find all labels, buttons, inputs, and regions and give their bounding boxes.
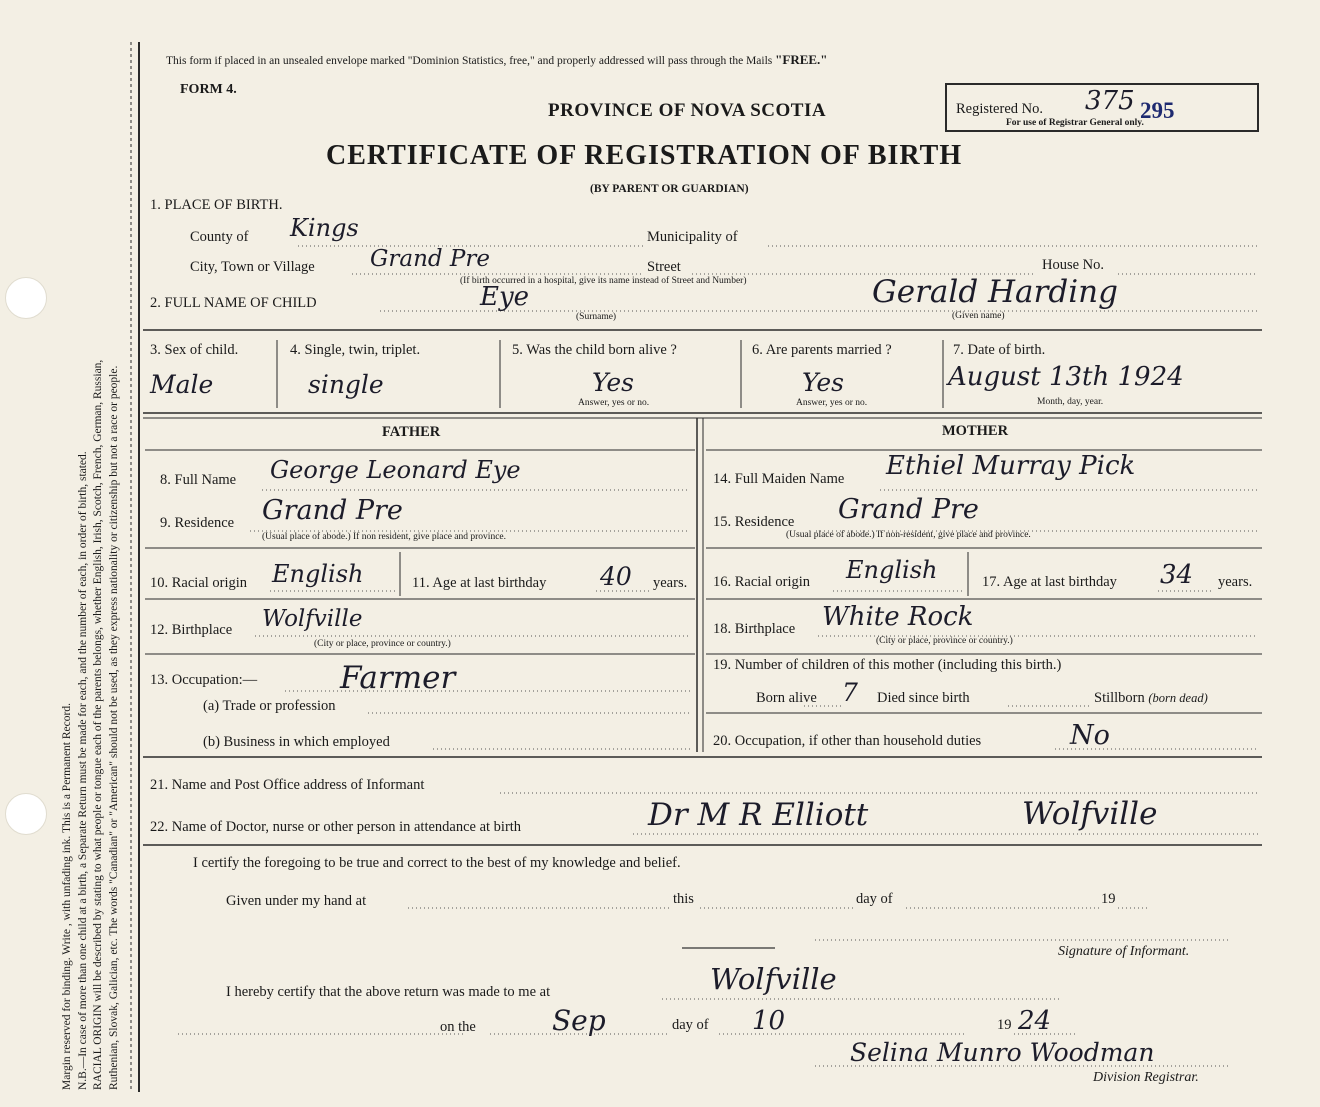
father-racial-origin-label: 10. Racial origin xyxy=(150,575,248,591)
mother-name-value: Ethiel Murray Pick xyxy=(886,451,1136,481)
mother-birthplace-label: 18. Birthplace xyxy=(713,621,796,637)
margin-note-2: N.B.—In case of more than one child at a birth, a Separate Return must be made for each, and the number of each, in order of birth, stated. xyxy=(76,451,89,1090)
certify-statement: I certify the foregoing to be true and correct to the best of my knowledge and belief. xyxy=(193,855,681,871)
date-of-birth-value: August 13th 1924 xyxy=(948,362,1184,392)
mail-notice xyxy=(166,52,828,68)
day-of-label: day of xyxy=(856,891,893,907)
doctor-name-value: Dr M R Elliott xyxy=(648,797,869,833)
father-racial-origin-value: English xyxy=(272,560,364,588)
this-label: this xyxy=(673,891,694,907)
born-alive-question-label: 5. Was the child born alive ? xyxy=(512,342,677,358)
mother-age-value: 34 xyxy=(1160,560,1194,590)
return-year-prefix: 19 xyxy=(997,1017,1012,1033)
mother-residence-label: 15. Residence xyxy=(713,514,795,530)
stillborn-text: Stillborn xyxy=(1094,690,1145,706)
signature-of-informant-label: Signature of Informant. xyxy=(1058,944,1190,959)
municipality-label: Municipality of xyxy=(647,229,738,245)
margin-note-4: Ruthenian, Slovak, Galician, etc. The words "Canadian" or "American" should not be used, as they express nationality or citizenship but not a race or people. xyxy=(107,365,120,1090)
parents-married-note: Answer, yes or no. xyxy=(796,398,868,408)
father-residence-value: Grand Pre xyxy=(262,495,403,526)
certificate-subtitle: (BY PARENT OR GUARDIAN) xyxy=(590,183,749,195)
return-year-value: 24 xyxy=(1018,1006,1052,1036)
mail-notice-text: This form if placed in an unsealed envelope marked "Dominion Statistics, free," and properly addressed will pass through the Mails xyxy=(166,55,776,67)
mother-occupation-label: 20. Occupation, if other than household duties xyxy=(713,733,982,749)
date-of-birth-label: 7. Date of birth. xyxy=(953,342,1046,358)
mother-residence-note: (Usual place of abode.) If non-resident, give place and province. xyxy=(786,530,1031,540)
father-heading: FATHER xyxy=(382,424,441,440)
father-age-years: years. xyxy=(653,575,688,591)
mail-notice-free: "FREE." xyxy=(775,52,828,67)
margin-note-1: Margin reserved for binding. Write , with unfading ink. This is a Permanent Record. xyxy=(61,703,73,1090)
father-age-label: 11. Age at last birthday xyxy=(412,575,547,591)
mother-age-label: 17. Age at last birthday xyxy=(982,574,1117,590)
street-label: Street xyxy=(647,259,681,275)
parents-married-answer: Yes xyxy=(802,368,844,397)
plurality-label: 4. Single, twin, triplet. xyxy=(290,342,421,358)
place-of-birth-heading: 1. PLACE OF BIRTH. xyxy=(150,197,283,213)
form-number: FORM 4. xyxy=(180,82,237,97)
mother-residence-value: Grand Pre xyxy=(838,494,979,525)
stillborn-label xyxy=(1094,690,1208,707)
registered-no-handwritten: 375 xyxy=(1085,86,1135,116)
father-birthplace-label: 12. Birthplace xyxy=(150,622,233,638)
sex-label: 3. Sex of child. xyxy=(150,342,239,358)
child-given-name: Gerald Harding xyxy=(872,274,1118,310)
stillborn-note: (born dead) xyxy=(1148,691,1208,705)
father-name-label: 8. Full Name xyxy=(160,472,237,488)
informant-label: 21. Name and Post Office address of Informant xyxy=(150,777,425,793)
day-of-label-2: day of xyxy=(672,1017,709,1033)
business-label: (b) Business in which employed xyxy=(203,734,390,750)
children-count-label: 19. Number of children of this mother (including this birth.) xyxy=(713,657,1062,673)
surname-note: (Surname) xyxy=(576,312,617,322)
occupation-label: 13. Occupation:— xyxy=(150,672,258,688)
born-alive-count-label: Born alive xyxy=(756,690,817,706)
child-name-label: 2. FULL NAME OF CHILD xyxy=(150,295,317,311)
parents-married-label: 6. Are parents married ? xyxy=(752,342,892,358)
division-registrar-label: Division Registrar. xyxy=(1093,1070,1199,1085)
given-under-hand-label: Given under my hand at xyxy=(226,893,367,909)
return-month-value: 10 xyxy=(752,1006,786,1036)
house-no-label: House No. xyxy=(1042,257,1105,273)
mother-age-years: years. xyxy=(1218,574,1253,590)
child-surname: Eye xyxy=(480,282,530,312)
trade-label: (a) Trade or profession xyxy=(203,698,336,714)
margin-note-3: RACIAL ORIGIN will be described by stating to what people or tongue each of the parents belongs, whether English, Irish, Scotch, French, German, Russian, xyxy=(92,359,104,1090)
born-alive-answer: Yes xyxy=(592,368,634,397)
father-residence-note: (Usual place of abode.) If non resident, give place and province. xyxy=(262,532,506,542)
city-value: Grand Pre xyxy=(370,246,491,272)
sex-value: Male xyxy=(150,370,214,399)
return-place-value: Wolfville xyxy=(710,962,837,996)
doctor-label: 22. Name of Doctor, nurse or other person in attendance at birth xyxy=(150,819,522,835)
mother-name-label: 14. Full Maiden Name xyxy=(713,471,845,487)
born-alive-count-value: 7 xyxy=(842,678,858,707)
mother-birthplace-value: White Rock xyxy=(822,602,974,632)
registered-no-label: Registered No. xyxy=(956,101,1043,117)
father-age-value: 40 xyxy=(600,562,632,591)
registrar-signature: Selina Munro Woodman xyxy=(850,1038,1155,1067)
year-prefix-label: 19 xyxy=(1101,891,1116,907)
county-label: County of xyxy=(190,229,249,245)
doctor-town-value: Wolfville xyxy=(1022,796,1158,832)
father-birthplace-value: Wolfville xyxy=(262,606,363,632)
registered-no-note: For use of Registrar General only. xyxy=(1006,118,1144,128)
mother-birthplace-note: (City or place, province or country.) xyxy=(876,636,1013,646)
father-residence-label: 9. Residence xyxy=(160,515,235,531)
return-statement-label: I hereby certify that the above return was made to me at xyxy=(226,984,551,1000)
mother-heading: MOTHER xyxy=(942,423,1009,439)
given-name-note: (Given name) xyxy=(952,311,1005,321)
certificate-title: CERTIFICATE OF REGISTRATION OF BIRTH xyxy=(326,140,963,171)
father-birthplace-note: (City or place, province or country.) xyxy=(314,639,451,649)
registered-no-stamp: 295 xyxy=(1140,98,1175,123)
on-the-label: on the xyxy=(440,1019,476,1035)
mother-racial-origin-label: 16. Racial origin xyxy=(713,574,811,590)
city-label: City, Town or Village xyxy=(190,259,315,275)
mother-occupation-value: No xyxy=(1070,720,1110,751)
father-occupation-value: Farmer xyxy=(340,660,456,696)
mother-racial-origin-value: English xyxy=(846,556,938,584)
county-value: Kings xyxy=(290,214,359,242)
province-heading: PROVINCE OF NOVA SCOTIA xyxy=(548,100,827,121)
return-day-value: Sep xyxy=(552,1004,606,1037)
date-of-birth-note: Month, day, year. xyxy=(1037,397,1104,407)
born-alive-answer-note: Answer, yes or no. xyxy=(578,398,650,408)
died-since-birth-label: Died since birth xyxy=(877,690,970,706)
plurality-value: single xyxy=(308,370,384,399)
hospital-note: (If birth occurred in a hospital, give its name instead of Street and Number) xyxy=(460,276,747,286)
father-name-value: George Leonard Eye xyxy=(270,456,521,484)
